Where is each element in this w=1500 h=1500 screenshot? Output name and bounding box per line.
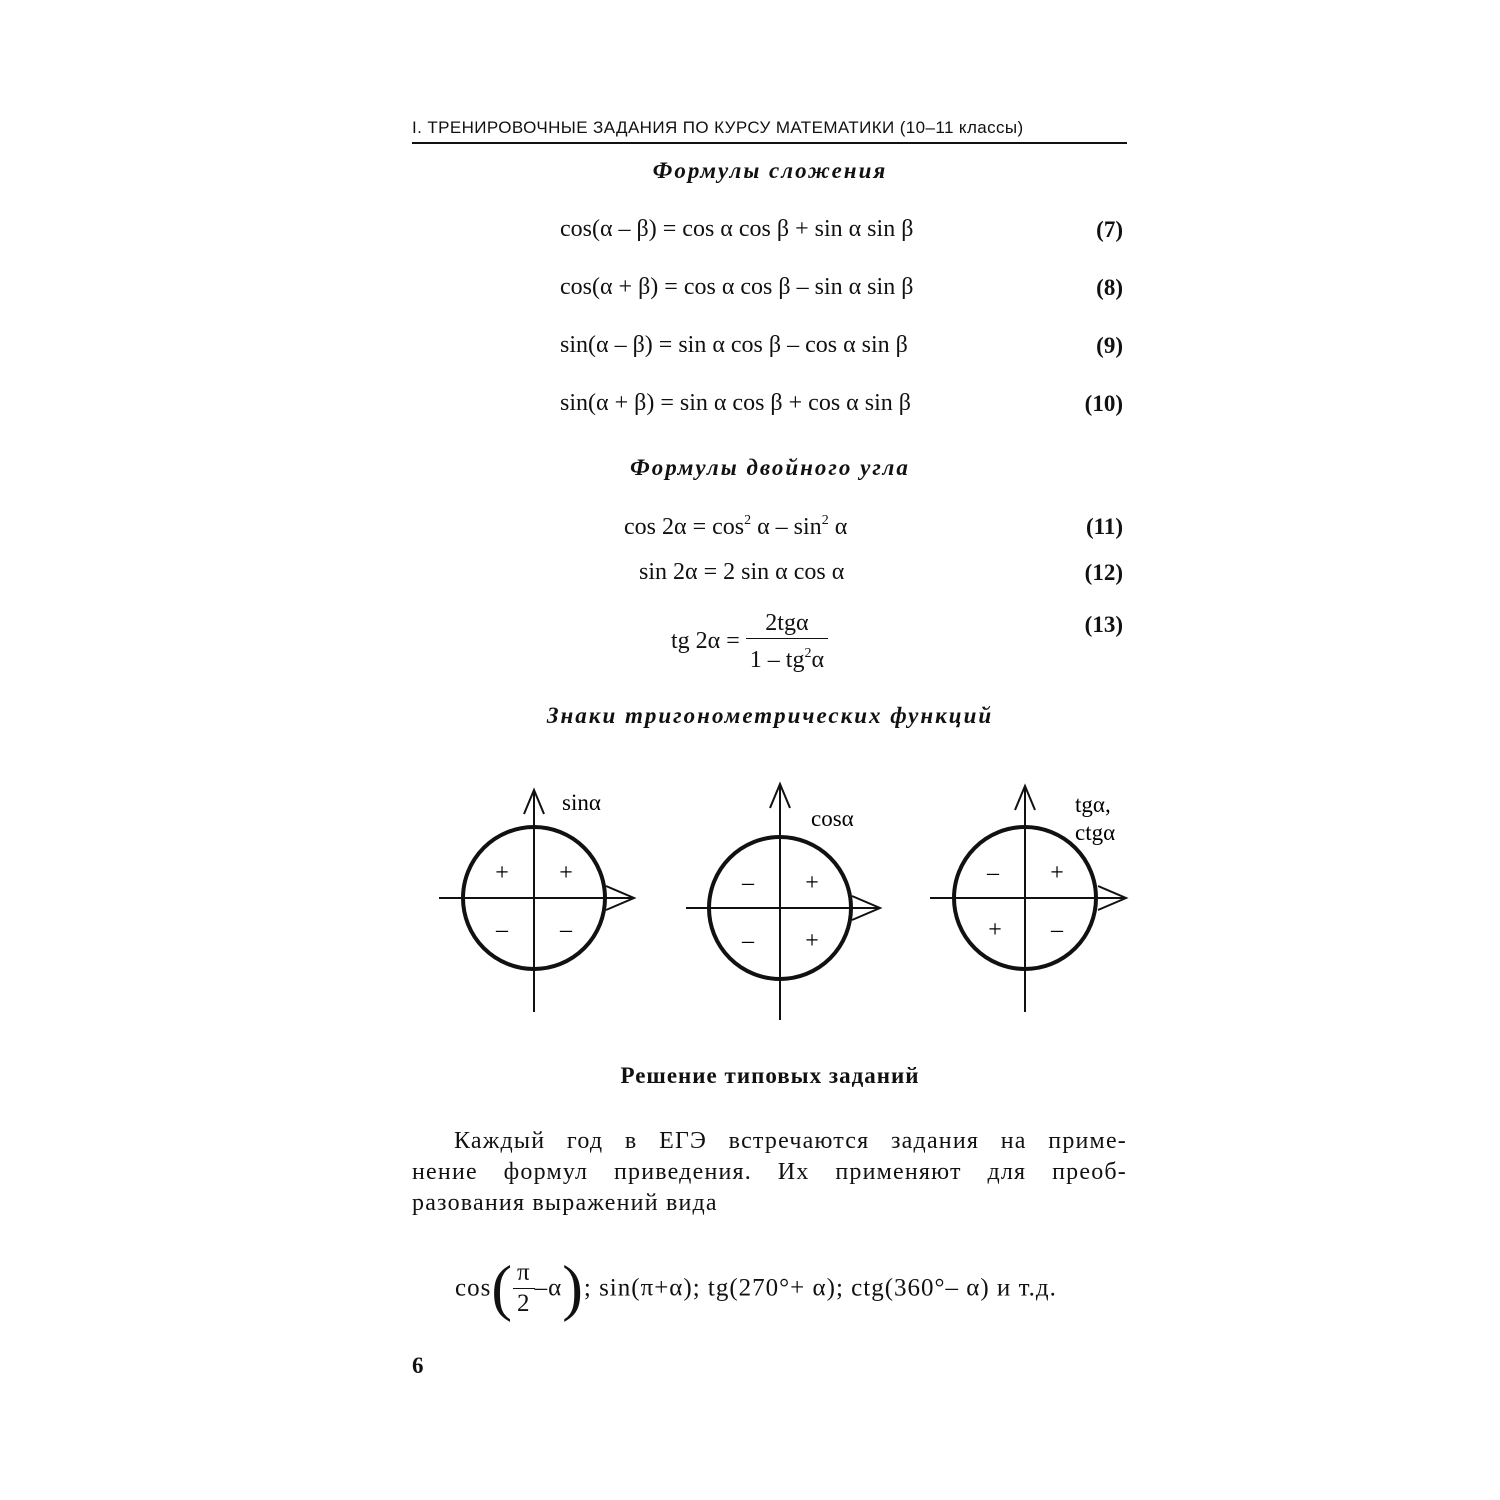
tg-label: tgα, (1075, 792, 1111, 817)
sign-q4: – (1051, 917, 1063, 943)
sign-q2: – (742, 870, 754, 896)
sign-q1: + (805, 870, 819, 896)
example-cos: cos (455, 1274, 492, 1302)
sin-label: sinα (562, 790, 601, 815)
sign-q2: + (495, 860, 509, 886)
example-right-paren: ) (562, 1254, 584, 1323)
formula-9: sin(α – β) = sin α cos β – cos α sin β (560, 332, 908, 358)
formula-number-12: (12) (1084, 560, 1123, 585)
formula-11-lhs: cos 2α = cos (624, 514, 745, 540)
example-fraction (513, 1258, 535, 1319)
sign-q1: + (1050, 860, 1064, 886)
formula-11-rhs: α (828, 514, 848, 540)
sign-q3: + (988, 917, 1002, 943)
sign-q3: – (742, 928, 754, 954)
sin-sign-diagram (439, 790, 634, 1012)
formula-number-7: (7) (1096, 217, 1123, 242)
example-frac-num: π (513, 1258, 535, 1289)
cos-label: cosα (811, 806, 854, 831)
formula-7: cos(α – β) = cos α cos β + sin α sin β (560, 216, 914, 242)
solutions-title: Решение типовых заданий (620, 1063, 920, 1088)
sign-q4: + (805, 928, 819, 954)
example-after-frac: –α (534, 1274, 563, 1302)
paragraph-line-1: Каждый год в ЕГЭ встречаются задания на приме- (454, 1128, 1127, 1154)
solutions-paragraph (412, 1126, 1127, 1219)
addition-formulas-title: Формулы сложения (652, 158, 888, 183)
formula-11-exp2: 2 (821, 513, 829, 528)
example-left-paren: ( (491, 1254, 513, 1323)
page-number: 6 (412, 1353, 424, 1378)
sign-q2: – (987, 860, 999, 886)
formula-13-lhs: tg 2α = (671, 628, 740, 654)
formula-13-den-pre: 1 – tg (749, 647, 805, 673)
formula-10: sin(α + β) = sin α cos β + cos α sin β (560, 390, 911, 416)
formula-11-exp1: 2 (744, 513, 752, 528)
formula-13-numerator: 2tgα (746, 608, 828, 639)
formula-13-den-exp: 2 (804, 646, 812, 661)
formula-number-10: (10) (1084, 391, 1123, 416)
formula-8: cos(α + β) = cos α cos β – sin α sin β (560, 274, 914, 300)
cos-sign-diagram (686, 784, 880, 1020)
tg-ctg-sign-diagram (930, 786, 1126, 1012)
sign-q4: – (560, 917, 572, 943)
formula-number-8: (8) (1096, 275, 1123, 300)
example-frac-den: 2 (517, 1290, 531, 1317)
running-head: I. ТРЕНИРОВОЧНЫЕ ЗАДАНИЯ ПО КУРСУ МАТЕМАТИКИ (10–11 классы) (412, 118, 1024, 137)
formula-13-den-post: α (811, 647, 825, 673)
formula-number-11: (11) (1085, 514, 1123, 539)
example-rest: ; sin(π+α); tg(270°+ α); ctg(360°– α) и т.д. (583, 1274, 1057, 1302)
paragraph-line-3: разования выражений вида (412, 1190, 718, 1216)
sign-q1: + (559, 860, 573, 886)
reduction-example (455, 1254, 1057, 1323)
double-angle-title: Формулы двойного угла (630, 455, 910, 480)
paragraph-line-2: нение формул приведения. Их применяют для преоб- (412, 1159, 1127, 1185)
sign-q3: – (496, 917, 508, 943)
formula-12: sin 2α = 2 sin α cos α (639, 559, 845, 585)
ctg-label: ctgα (1075, 820, 1116, 845)
formula-number-9: (9) (1096, 333, 1123, 358)
formula-number-13: (13) (1084, 612, 1123, 637)
formula-11-mid: α – sin (751, 514, 822, 540)
trig-signs-title: Знаки тригонометрических функций (546, 703, 994, 728)
